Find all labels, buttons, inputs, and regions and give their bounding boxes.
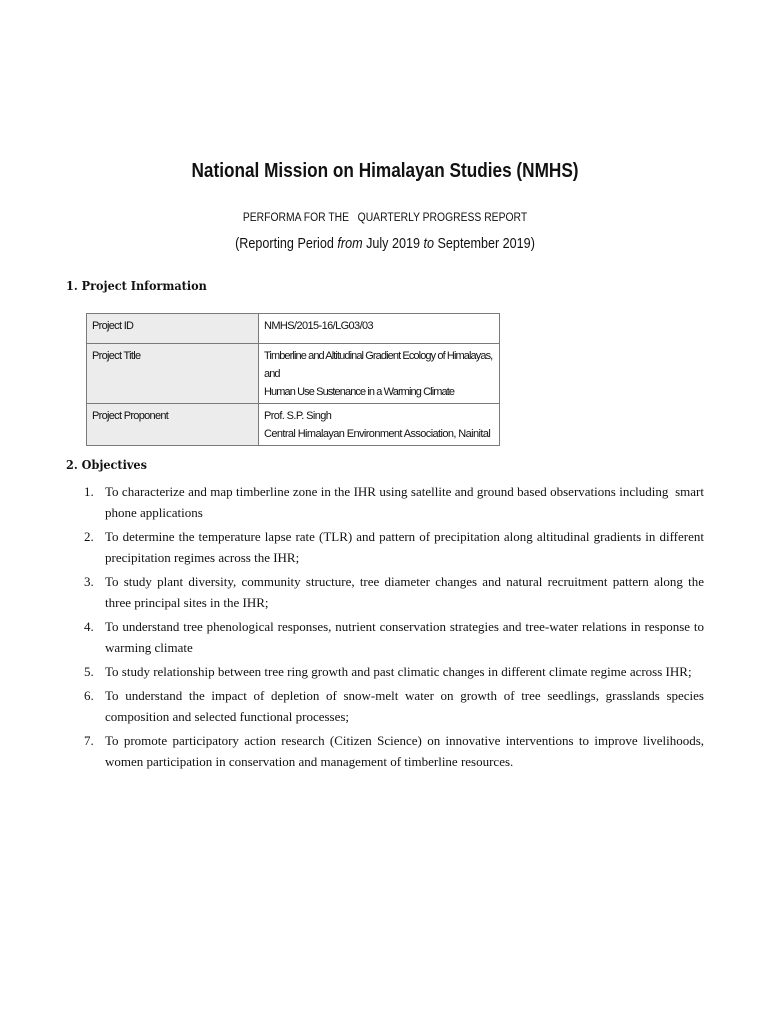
- list-item-text: To promote participatory action research (Citizen Science) on innovative interventions to improve livelihoods, women participation in conservation and management of timberline resources.: [105, 733, 704, 769]
- list-item-text: To understand tree phenological responses, nutrient conservation strategies and tree-water relations in response to warming climate: [105, 619, 704, 655]
- project-proponent-label: Project Proponent: [87, 404, 259, 446]
- table-row: [87, 404, 500, 446]
- project-title-value-line: Timberline and Altitudinal Gradient Ecology of Himalayas, and: [264, 350, 493, 380]
- list-item: [84, 481, 708, 523]
- project-proponent-value-line: Prof. S.P. Singh: [264, 410, 332, 422]
- project-id-value-line: NMHS/2015-16/LG03/03: [264, 320, 374, 332]
- project-proponent-value-line: Central Himalayan Environment Association, Nainital: [264, 428, 491, 440]
- list-item: [84, 526, 704, 568]
- document-title: National Mission on Himalayan Studies (NMHS): [191, 160, 579, 182]
- period-to-value: September 2019): [434, 235, 535, 252]
- list-item-text: To study relationship between tree ring growth and past climatic changes in different climate regime across IHR;: [105, 664, 692, 679]
- list-item-text: To understand the impact of depletion of snow-melt water on growth of tree seedlings, grasslands species composition and selected functional processes;: [105, 688, 704, 724]
- list-item: [84, 616, 704, 658]
- list-item-number: 7.: [84, 733, 94, 748]
- list-item: [84, 661, 704, 682]
- list-item: [84, 571, 704, 613]
- section-heading-objectives: 2. Objectives: [66, 457, 147, 472]
- period-prefix: (Reporting Period: [235, 235, 338, 252]
- list-item-number: 5.: [84, 664, 94, 679]
- list-item: [84, 730, 704, 772]
- reporting-period: [62, 235, 709, 252]
- period-from-word: from: [337, 235, 363, 252]
- list-item-text: To determine the temperature lapse rate (TLR) and pattern of precipitation along altitudinal gradients in different precipitation regimes across the IHR;: [105, 529, 704, 565]
- list-item: [84, 685, 704, 727]
- project-title-label: Project Title: [87, 344, 259, 404]
- list-item-number: 3.: [84, 574, 94, 589]
- project-id-value: [259, 314, 500, 344]
- project-title-value: [259, 344, 500, 404]
- project-title-value-line: Human Use Sustenance in a Warming Climate: [264, 386, 455, 398]
- list-item-number: 2.: [84, 529, 94, 544]
- objectives-list: [84, 481, 708, 775]
- section-heading-project-information: 1. Project Information: [66, 278, 207, 293]
- project-information-table: [86, 313, 500, 446]
- list-item-number: 1.: [84, 484, 94, 499]
- table-row: [87, 314, 500, 344]
- document-subtitle: PERFORMA FOR THE QUARTERLY PROGRESS REPORT: [242, 212, 528, 224]
- list-item-text: To characterize and map timberline zone in the IHR using satellite and ground based observations including smart phone applications: [105, 484, 708, 520]
- list-item-text: To study plant diversity, community structure, tree diameter changes and natural recruitment pattern along the three principal sites in the IHR;: [105, 574, 704, 610]
- period-from-value: July 2019: [362, 235, 424, 252]
- period-to-word: to: [423, 235, 435, 252]
- list-item-number: 4.: [84, 619, 94, 634]
- project-id-label: Project ID: [87, 314, 259, 344]
- project-proponent-value: [259, 404, 500, 446]
- table-row: [87, 344, 500, 404]
- list-item-number: 6.: [84, 688, 94, 703]
